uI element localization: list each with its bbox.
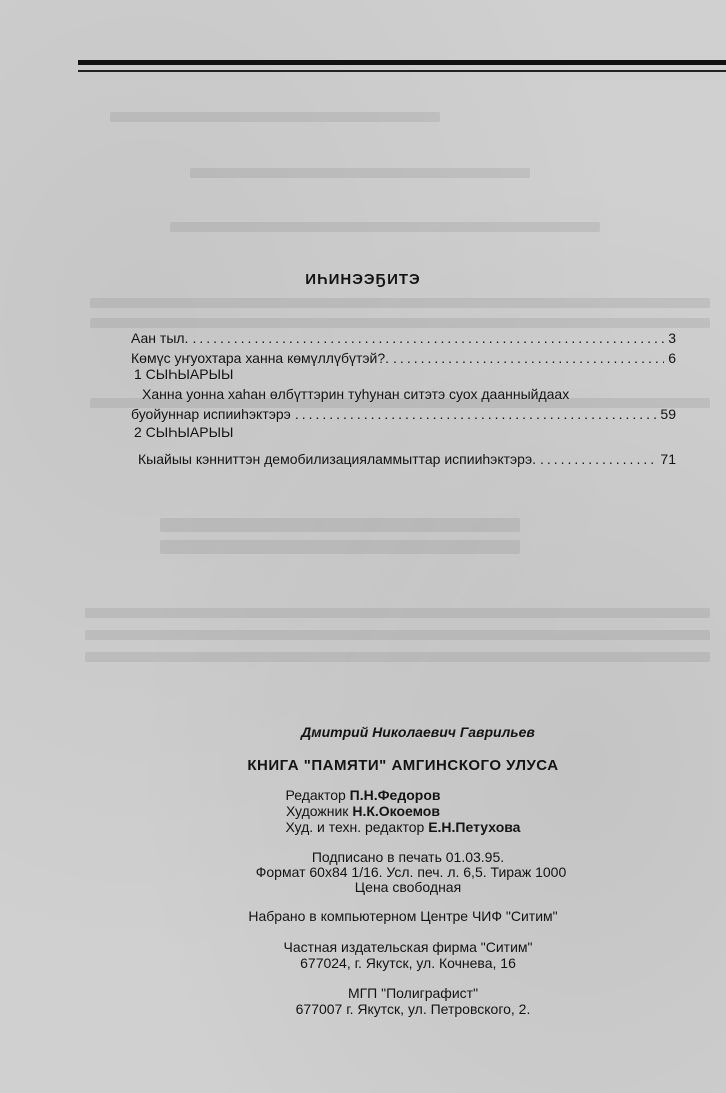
toc-entry-page: 71 [660, 451, 676, 467]
bleed-through-mark [90, 298, 710, 308]
toc-entry [131, 330, 676, 346]
bleed-through-mark [90, 318, 710, 328]
bleed-through-mark [160, 540, 520, 554]
tech-editor-label: Худ. и техн. редактор [285, 819, 425, 835]
bleed-through-mark [85, 652, 710, 662]
toc-leader-dots [192, 330, 664, 346]
bleed-through-mark [85, 630, 710, 640]
toc-entry-text: Аан тыл. [131, 330, 189, 346]
toc-entry-page: 59 [660, 406, 676, 422]
bleed-through-mark [170, 222, 600, 232]
bleed-through-mark [190, 168, 530, 178]
toc-entry [131, 406, 676, 422]
editor-credit [0, 787, 726, 803]
signed-to-print: Подписано в печать 01.03.95. [311, 849, 505, 865]
toc-entry-line [142, 386, 676, 402]
editor-label: Редактор [285, 787, 346, 803]
printer-name: МГП "Полиграфист" [347, 985, 479, 1001]
bleed-through-mark [160, 518, 520, 532]
toc-entry [131, 350, 676, 366]
price-info: Цена свободная [354, 879, 462, 895]
book-title: КНИГА "ПАМЯТИ" АМГИНСКОГО УЛУСА [247, 757, 559, 774]
toc-entry-page: 3 [668, 330, 676, 346]
toc-entry-text: Көмүс уҥуохтара ханна көмүллүбүтэй?. [131, 350, 390, 366]
tech-editor-credit [40, 819, 726, 835]
bleed-through-mark [85, 608, 710, 618]
toc-entry-page: 6 [668, 350, 676, 366]
publisher-address: 677024, г. Якутск, ул. Кочнева, 16 [300, 955, 516, 971]
artist-label: Художник [286, 803, 349, 819]
publisher-name: Частная издательская фирма "Ситим" [283, 939, 533, 955]
bleed-through-mark [110, 112, 440, 122]
artist-credit [0, 803, 726, 819]
toc-entry-text: Кыайыы кэнниттэн демобилизацияламмыттар испииһэктэрэ. [138, 451, 536, 467]
toc-entry-text: Ханна уонна хаһан өлбүттэрин туһунан ситэтэ суох даанныйдаах [142, 386, 570, 402]
toc-leader-dots [540, 451, 656, 467]
editor-name: П.Н.Федоров [349, 787, 441, 803]
header-rule-thin [78, 70, 726, 72]
format-info: Формат 60х84 1/16. Усл. печ. л. 6,5. Тираж 1000 [255, 864, 567, 880]
tech-editor-name: Е.Н.Петухова [428, 819, 521, 835]
toc-leader-dots [393, 350, 664, 366]
toc-section-heading: 1 СЫҺЫАРЫЫ [134, 366, 234, 382]
toc-leader-dots [295, 406, 657, 422]
toc-title: ИҺИНЭЭҔИТЭ [305, 271, 421, 288]
header-rule-thick [78, 60, 726, 65]
toc-entry-text: буойуннар испииһэктэрэ [131, 406, 291, 422]
typeset-info: Набрано в компьютерном Центре ЧИФ "Ситим" [248, 908, 558, 924]
toc-entry [138, 451, 676, 467]
printer-address: 677007 г. Якутск, ул. Петровского, 2. [295, 1001, 531, 1017]
toc-section-heading: 2 СЫҺЫАРЫЫ [134, 424, 234, 440]
author-name: Дмитрий Николаевич Гаврильев [301, 724, 535, 740]
artist-name: Н.К.Окоемов [352, 803, 440, 819]
